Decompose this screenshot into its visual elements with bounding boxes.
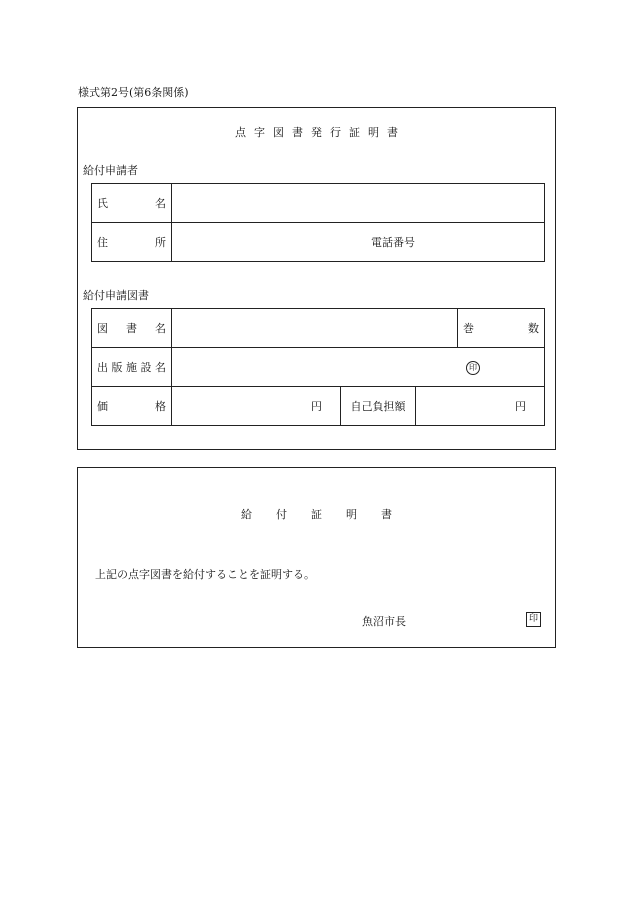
seal-char: 印	[526, 612, 541, 627]
volumes-label-char: 数	[528, 322, 540, 335]
publisher-label-char: 版	[111, 361, 123, 374]
certificate-title: 点字図書発行証明書	[235, 126, 406, 139]
price-label-char: 価	[97, 400, 108, 413]
address-label-char: 所	[155, 236, 166, 249]
copay-label: 自己負担額	[350, 400, 406, 413]
grant-certificate-box	[77, 467, 556, 648]
book-title-label-char: 図	[97, 322, 108, 335]
book-table	[91, 308, 545, 426]
publisher-label-cell	[92, 348, 172, 387]
address-value-cell[interactable]	[172, 223, 545, 262]
name-label-char: 名	[155, 197, 166, 210]
publisher-label-char: 出	[97, 361, 108, 374]
publisher-label-char: 名	[155, 361, 166, 374]
address-label-char: 住	[97, 236, 108, 249]
name-value-cell[interactable]	[172, 184, 545, 223]
publisher-label-char: 設	[140, 361, 152, 374]
mayor-signature-label: 魚沼市長	[362, 615, 406, 628]
grant-title: 給付証明書	[241, 508, 416, 521]
table-row	[92, 309, 545, 348]
book-title-label-char: 書	[126, 322, 137, 335]
volumes-label-cell	[458, 309, 545, 348]
copay-unit: 円	[515, 400, 527, 413]
phone-label: 電話番号	[371, 236, 415, 249]
applicant-section-label: 給付申請者	[83, 164, 138, 177]
form-number-label: 様式第2号(第6条関係)	[78, 86, 189, 99]
book-section-label: 給付申請図書	[83, 289, 149, 302]
book-title-value-cell[interactable]	[172, 309, 458, 348]
table-row	[92, 184, 545, 223]
price-unit: 円	[311, 400, 322, 413]
applicant-table	[91, 183, 545, 262]
name-label-cell	[92, 184, 172, 223]
table-row	[92, 348, 545, 387]
book-title-label-char: 名	[155, 322, 166, 335]
price-label-cell	[92, 387, 172, 426]
price-value-cell[interactable]	[172, 387, 341, 426]
grant-statement: 上記の点字図書を給付することを証明する。	[95, 568, 315, 581]
publisher-label-char: 施	[126, 361, 137, 374]
book-title-label-cell	[92, 309, 172, 348]
volumes-label-char: 巻	[463, 322, 475, 335]
copay-label-cell	[341, 387, 416, 426]
mayor-seal-icon	[526, 611, 541, 627]
table-row	[92, 223, 545, 262]
name-label-char: 氏	[97, 197, 108, 210]
copay-value-cell[interactable]	[416, 387, 545, 426]
address-label-cell	[92, 223, 172, 262]
price-label-char: 格	[155, 400, 166, 413]
issue-certificate-box	[77, 107, 556, 450]
publisher-value-cell[interactable]	[172, 348, 545, 387]
table-row	[92, 387, 545, 426]
publisher-seal-icon: 印	[466, 361, 480, 375]
